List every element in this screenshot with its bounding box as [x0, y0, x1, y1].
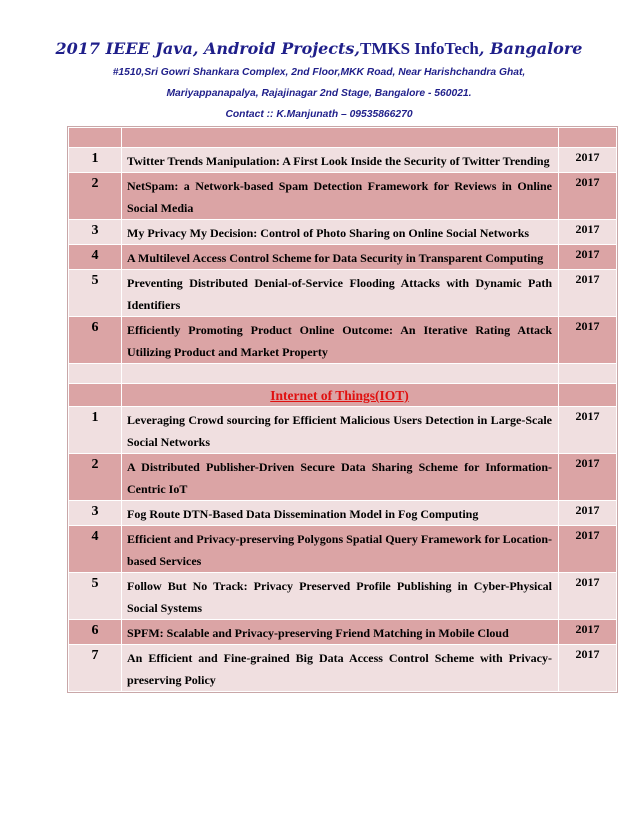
- table-row: [69, 454, 617, 501]
- table-row: [69, 645, 617, 692]
- table-row: [69, 220, 617, 245]
- empty-cell: [559, 128, 617, 148]
- project-year: 2017: [559, 407, 617, 454]
- row-number: 4: [69, 245, 122, 270]
- project-title: Follow But No Track: Privacy Preserved Profile Publishing in Cyber-Physical Social Systems: [122, 573, 559, 620]
- project-title: NetSpam: a Network-based Spam Detection Framework for Reviews in Online Social Media: [122, 173, 559, 220]
- table-row: [69, 526, 617, 573]
- project-title: Fog Route DTN-Based Data Dissemination Model in Fog Computing: [122, 501, 559, 526]
- row-number: 3: [69, 220, 122, 245]
- project-year: 2017: [559, 148, 617, 173]
- contact-line: Contact :: K.Manjunath – 09535866270: [225, 109, 413, 120]
- project-title: Leveraging Crowd sourcing for Efficient Malicious Users Detection in Large-Scale Social Networks: [122, 407, 559, 454]
- project-year: 2017: [559, 573, 617, 620]
- empty-cell: [69, 128, 122, 148]
- table-row: [69, 173, 617, 220]
- empty-cell: [122, 364, 559, 384]
- title-part-2: , Bangalore: [478, 39, 583, 58]
- table-row: [69, 245, 617, 270]
- project-year: 2017: [559, 173, 617, 220]
- table-row: [69, 317, 617, 364]
- project-title: Efficient and Privacy-preserving Polygons Spatial Query Framework for Location-based Services: [122, 526, 559, 573]
- projects-table: [68, 127, 617, 692]
- empty-cell: [69, 364, 122, 384]
- title-company: TMKS InfoTech: [360, 39, 479, 58]
- page-title: [0, 38, 638, 60]
- table-header-row: [69, 128, 617, 148]
- row-number: 4: [69, 526, 122, 573]
- empty-cell: [559, 384, 617, 407]
- project-title: Twitter Trends Manipulation: A First Look Inside the Security of Twitter Trending: [122, 148, 559, 173]
- project-title: Efficiently Promoting Product Online Outcome: An Iterative Rating Attack Utilizing Product and Market Property: [122, 317, 559, 364]
- row-number: 7: [69, 645, 122, 692]
- table-row: [69, 573, 617, 620]
- address-line-1: #1510,Sri Gowri Shankara Complex, 2nd Floor,MKK Road, Near Harishchandra Ghat,: [112, 67, 526, 78]
- table-row: [69, 407, 617, 454]
- project-year: 2017: [559, 454, 617, 501]
- project-year: 2017: [559, 270, 617, 317]
- row-number: 5: [69, 270, 122, 317]
- address-line-2: Mariyappanapalya, Rajajinagar 2nd Stage, Bangalore - 560021.: [166, 88, 472, 99]
- row-number: 5: [69, 573, 122, 620]
- project-year: 2017: [559, 245, 617, 270]
- project-year: 2017: [559, 220, 617, 245]
- row-number: 1: [69, 407, 122, 454]
- project-title: A Multilevel Access Control Scheme for Data Security in Transparent Computing: [122, 245, 559, 270]
- empty-cell: [559, 364, 617, 384]
- project-title: My Privacy My Decision: Control of Photo Sharing on Online Social Networks: [122, 220, 559, 245]
- table-row: [69, 270, 617, 317]
- table-row: [69, 620, 617, 645]
- row-number: 2: [69, 173, 122, 220]
- table-row: [69, 148, 617, 173]
- row-number: 6: [69, 620, 122, 645]
- project-year: 2017: [559, 501, 617, 526]
- project-title: Preventing Distributed Denial-of-Service Flooding Attacks with Dynamic Path Identifiers: [122, 270, 559, 317]
- project-title: An Efficient and Fine-grained Big Data Access Control Scheme with Privacy-preserving Policy: [122, 645, 559, 692]
- empty-cell: [69, 384, 122, 407]
- project-year: 2017: [559, 526, 617, 573]
- section-heading-row: [69, 384, 617, 407]
- row-number: 3: [69, 501, 122, 526]
- project-year: 2017: [559, 645, 617, 692]
- title-part-1: 2017 IEEE Java, Android Projects,: [55, 39, 360, 58]
- project-year: 2017: [559, 620, 617, 645]
- project-title: A Distributed Publisher-Driven Secure Data Sharing Scheme for Information-Centric IoT: [122, 454, 559, 501]
- project-title: SPFM: Scalable and Privacy-preserving Friend Matching in Mobile Cloud: [122, 620, 559, 645]
- row-number: 2: [69, 454, 122, 501]
- spacer-row: [69, 364, 617, 384]
- page-header: [0, 0, 638, 125]
- empty-cell: [122, 128, 559, 148]
- row-number: 1: [69, 148, 122, 173]
- section-heading: Internet of Things(IOT): [122, 384, 559, 407]
- row-number: 6: [69, 317, 122, 364]
- table-row: [69, 501, 617, 526]
- project-year: 2017: [559, 317, 617, 364]
